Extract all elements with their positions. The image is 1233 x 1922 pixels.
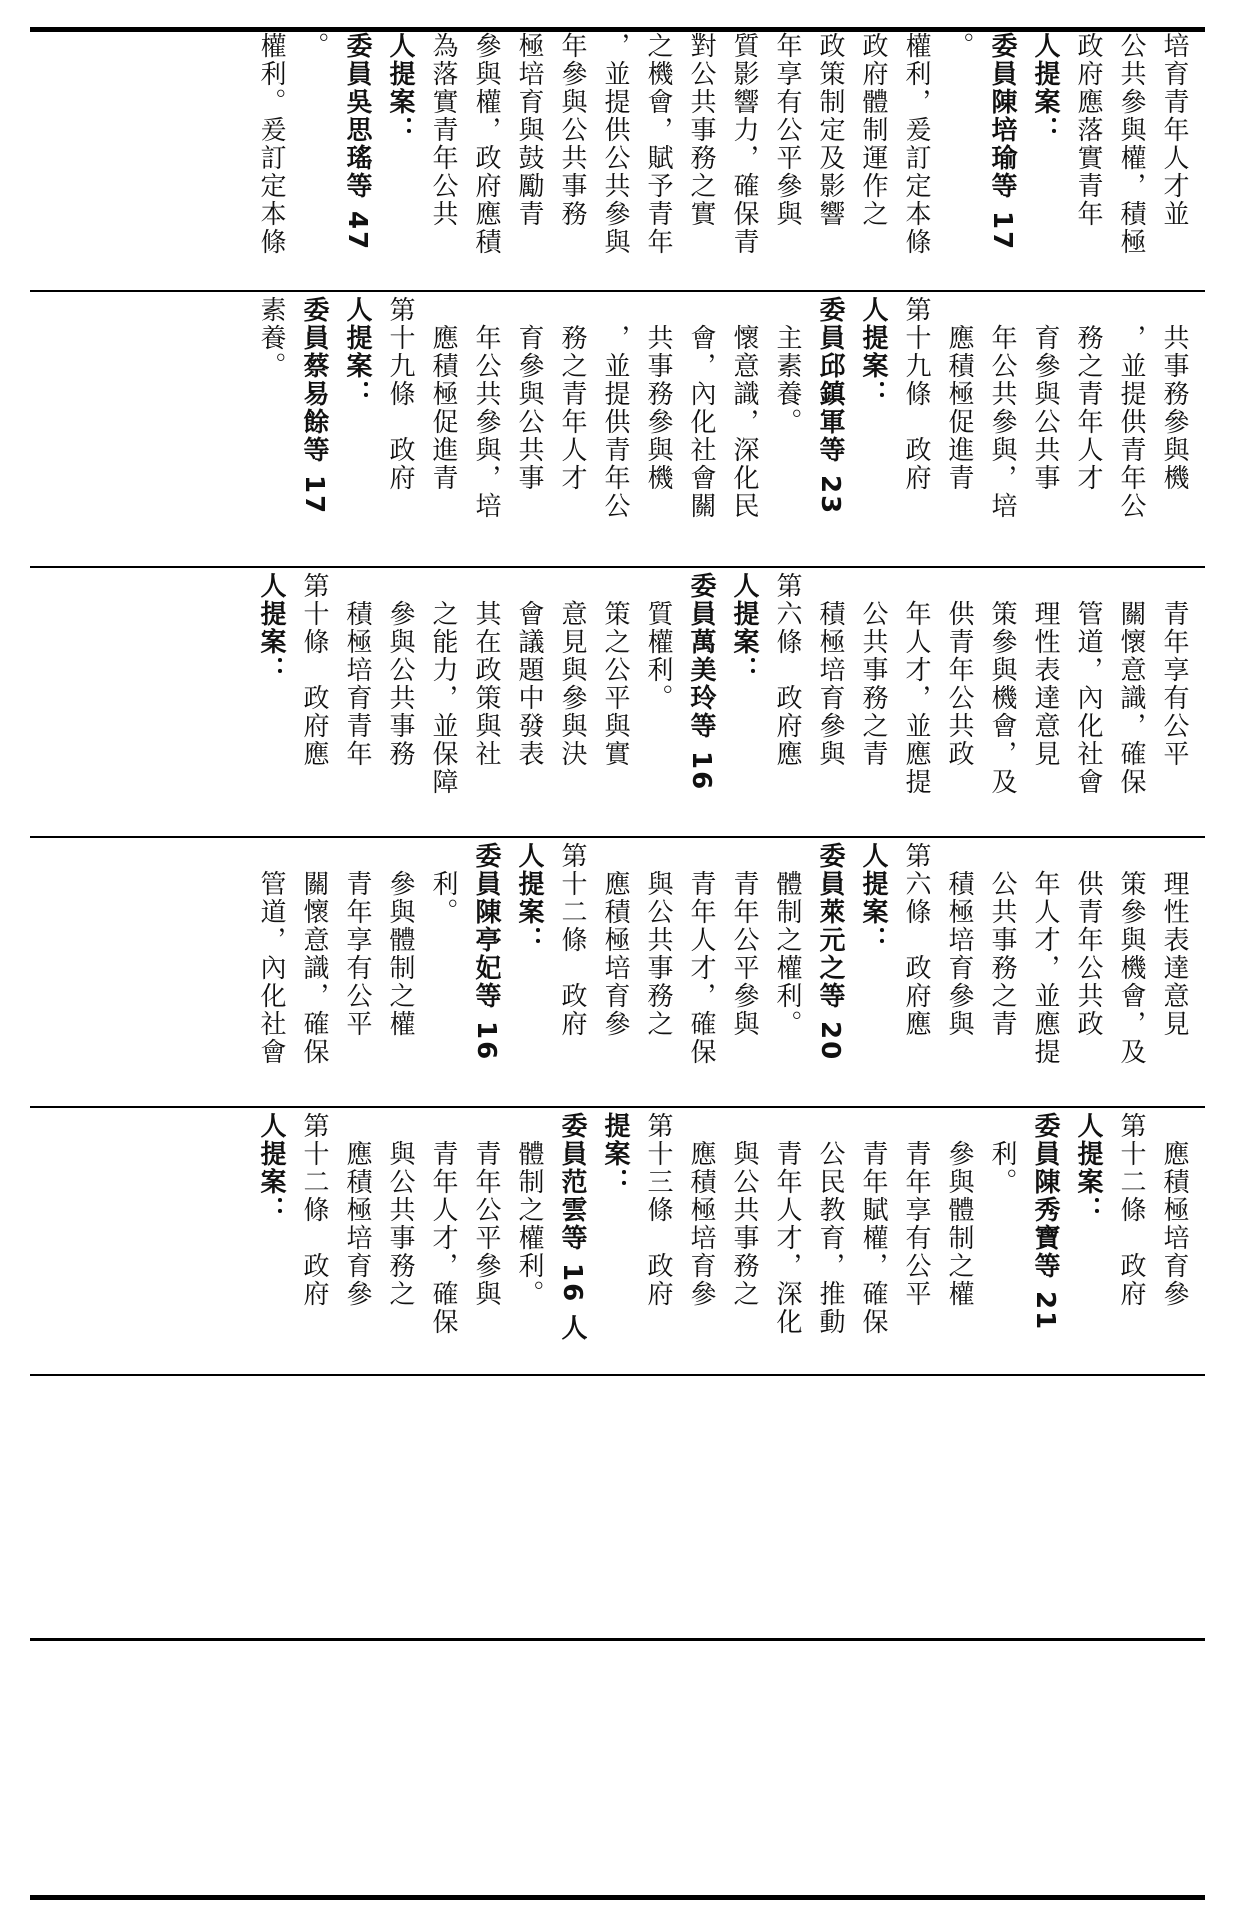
text-line: 積極培育參與 (944, 842, 974, 1038)
text-line: 之機會，賦予青年 (643, 32, 673, 256)
text-line: 意見與參與決 (557, 572, 587, 768)
text-line: 青年享有公平 (342, 842, 372, 1038)
text-line: 公共參與權，積極 (1116, 32, 1146, 256)
text-line: ，並提供青年公 (600, 296, 630, 520)
text-line: 青年賦權，確保 (858, 1112, 888, 1336)
text-line: 公民教育，推動 (815, 1112, 845, 1336)
text-line: 公共事務之青 (987, 842, 1017, 1038)
text-line: 參與權，政府應積 (471, 32, 501, 256)
text-line: 關懷意識，確保 (1116, 572, 1146, 796)
text-line: 參與公共事務 (385, 572, 415, 768)
text-column-1 (40, 32, 1195, 290)
proposer-heading: 人提案： (858, 842, 888, 954)
text-line: 務之青年人才 (557, 296, 587, 492)
text-line: 年享有公平參與 (772, 32, 802, 228)
text-line: 策之公平與實 (600, 572, 630, 768)
text-line: 。 (299, 32, 329, 60)
text-line: 體制之權利。 (514, 1112, 544, 1308)
text-line: 年公共參與，培 (987, 296, 1017, 520)
text-line: 應積極培育參 (600, 842, 630, 1038)
text-line: 第十條 政府應 (299, 572, 329, 768)
text-line: 參與體制之權 (385, 842, 415, 1038)
text-line: 素養。 (256, 296, 286, 380)
text-line: 培育青年人才並 (1159, 32, 1189, 228)
proposer-heading: 委員范雲等 16 人 (557, 1112, 587, 1343)
text-line: 政策制定及影響 (815, 32, 845, 228)
text-line: 之能力，並保障 (428, 572, 458, 796)
text-line: 政府應落實青年 (1073, 32, 1103, 228)
text-line: 策參與機會，及 (1116, 842, 1146, 1066)
text-line: 與公共事務之 (729, 1112, 759, 1308)
proposer-heading: 人提案： (256, 572, 286, 684)
bottom-rule (30, 1895, 1205, 1900)
text-line: 主素養。 (772, 296, 802, 436)
text-column-3 (40, 572, 1195, 838)
text-line: 質影響力，確保青 (729, 32, 759, 256)
text-line: 為落實青年公共 (428, 32, 458, 228)
text-line: 權利，爰訂定本條 (901, 32, 931, 256)
text-line: 青年人才，確保 (428, 1112, 458, 1336)
proposer-heading: 委員吳思瑤等 47 (342, 32, 372, 252)
text-line: 青年公平參與 (471, 1112, 501, 1308)
proposer-heading: 人提案： (256, 1112, 286, 1224)
proposer-heading: 委員陳亭妃等 16 (471, 842, 501, 1062)
text-line: 第十二條 政府 (1116, 1112, 1146, 1308)
proposer-heading: 人提案： (514, 842, 544, 954)
text-line: 第十九條 政府 (901, 296, 931, 492)
text-line: 體制之權利。 (772, 842, 802, 1038)
text-line: 利。 (428, 842, 458, 926)
text-line: 管道，內化社會 (1073, 572, 1103, 796)
proposer-heading: 委員陳秀寶等 21 (1030, 1112, 1060, 1332)
text-line: 理性表達意見 (1159, 842, 1189, 1038)
text-line: 管道，內化社會 (256, 842, 286, 1066)
text-line: 與公共事務之 (385, 1112, 415, 1308)
proposer-heading: 人提案： (1030, 32, 1060, 144)
text-line: 第六條 政府應 (772, 572, 802, 768)
text-line: 青年享有公平 (1159, 572, 1189, 768)
text-line: 年公共參與，培 (471, 296, 501, 520)
column-divider (30, 290, 1205, 292)
text-line: 公共事務之青 (858, 572, 888, 768)
proposer-heading: 委員邱鎮軍等 23 (815, 296, 845, 516)
column-divider (30, 566, 1205, 568)
text-line: 懷意識，深化民 (729, 296, 759, 520)
text-line: 共事務參與機 (643, 296, 673, 492)
proposer-heading: 人提案： (729, 572, 759, 684)
text-line: 積極培育青年 (342, 572, 372, 768)
text-line: 青年人才，深化 (772, 1112, 802, 1336)
text-line: 權利。爰訂定本條 (256, 32, 286, 256)
middle-rule (30, 1638, 1205, 1641)
text-line: 政府體制運作之 (858, 32, 888, 228)
text-line: 務之青年人才 (1073, 296, 1103, 492)
text-line: 。 (944, 32, 974, 60)
proposer-heading: 委員萬美玲等 16 (686, 572, 716, 792)
text-line: 青年享有公平 (901, 1112, 931, 1308)
text-line: 其在政策與社 (471, 572, 501, 768)
proposer-heading: 委員陳培瑜等 17 (987, 32, 1017, 252)
text-line: 第六條 政府應 (901, 842, 931, 1038)
text-line: 利。 (987, 1112, 1017, 1196)
text-line: 質權利。 (643, 572, 673, 712)
text-column-2 (40, 296, 1195, 566)
text-line: 育參與公共事 (514, 296, 544, 492)
text-line: 會，內化社會關 (686, 296, 716, 520)
text-line: 應積極培育參 (342, 1112, 372, 1308)
text-line: 供青年公共政 (944, 572, 974, 768)
text-line: 共事務參與機 (1159, 296, 1189, 492)
text-line: 參與體制之權 (944, 1112, 974, 1308)
text-line: 年人才，並應提 (901, 572, 931, 796)
proposer-heading: 人提案： (385, 32, 415, 144)
text-line: 理性表達意見 (1030, 572, 1060, 768)
text-line: 應積極促進青 (944, 296, 974, 492)
proposer-heading: 提案： (600, 1112, 630, 1196)
text-column-4 (40, 842, 1195, 1108)
text-line: 關懷意識，確保 (299, 842, 329, 1066)
text-line: 年參與公共事務 (557, 32, 587, 228)
text-line: 供青年公共政 (1073, 842, 1103, 1038)
proposer-heading: 人提案： (342, 296, 372, 408)
text-line: 第十三條 政府 (643, 1112, 673, 1308)
proposer-heading: 委員蔡易餘等 17 (299, 296, 329, 516)
text-line: 青年公平參與 (729, 842, 759, 1038)
text-line: 第十二條 政府 (299, 1112, 329, 1308)
text-line: ，並提供青年公 (1116, 296, 1146, 520)
text-line: 積極培育參與 (815, 572, 845, 768)
text-line: 對公共事務之實 (686, 32, 716, 228)
text-column-5 (40, 1112, 1195, 1376)
text-line: 應積極促進青 (428, 296, 458, 492)
text-line: 與公共事務之 (643, 842, 673, 1038)
text-line: 第十二條 政府 (557, 842, 587, 1038)
text-line: 應積極培育參 (686, 1112, 716, 1308)
text-line: 第十九條 政府 (385, 296, 415, 492)
proposer-heading: 人提案： (1073, 1112, 1103, 1224)
text-line: ，並提供公共參與 (600, 32, 630, 256)
text-line: 應積極培育參 (1159, 1112, 1189, 1308)
text-line: 策參與機會，及 (987, 572, 1017, 796)
proposer-heading: 委員萊元之等 20 (815, 842, 845, 1062)
proposer-heading: 人提案： (858, 296, 888, 408)
text-line: 極培育與鼓勵青 (514, 32, 544, 228)
text-line: 會議題中發表 (514, 572, 544, 768)
text-line: 年人才，並應提 (1030, 842, 1060, 1066)
text-line: 育參與公共事 (1030, 296, 1060, 492)
text-line: 青年人才，確保 (686, 842, 716, 1066)
